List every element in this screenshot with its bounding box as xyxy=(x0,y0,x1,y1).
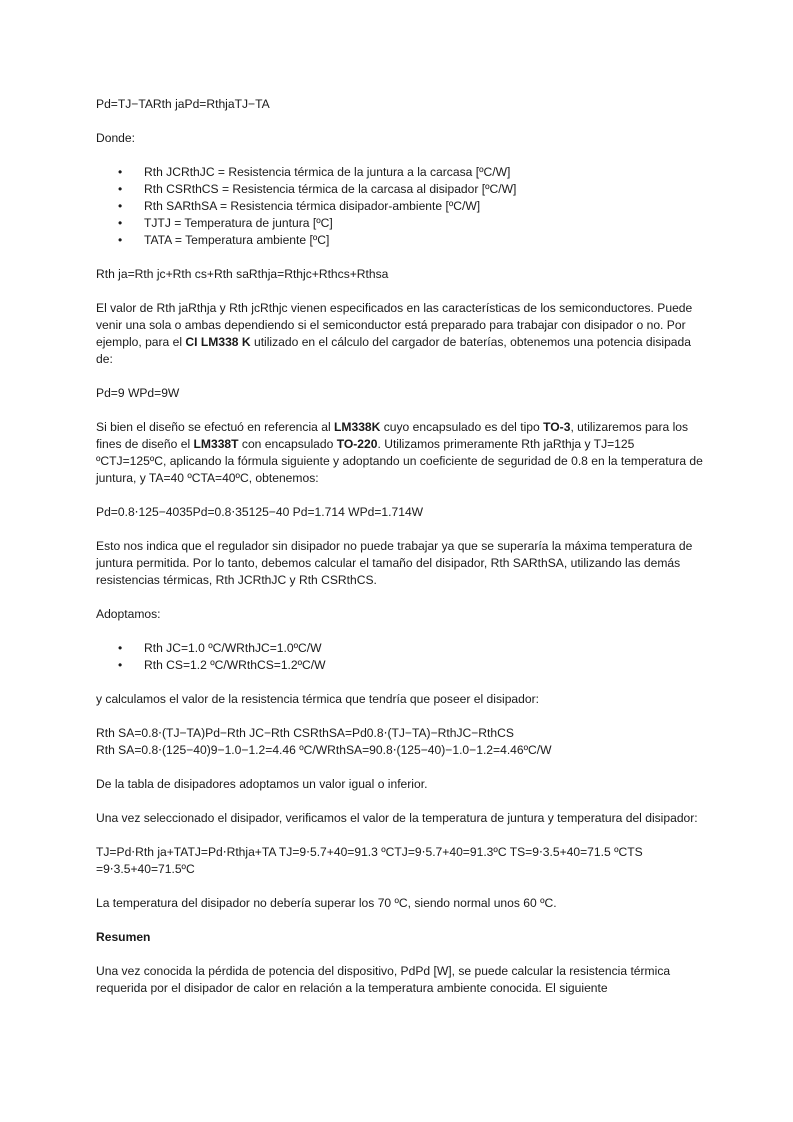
paragraph-heatsink-temp: La temperatura del disipador no debería superar los 70 ºC, siendo normal unos 60 ºC. xyxy=(96,896,557,910)
lm338t-label: LM338T xyxy=(193,437,239,451)
list-item: • Rth JCRthJC = Resistencia térmica de la juntura a la carcasa [ºC/W] xyxy=(144,164,706,181)
formula-rth-ja: Rth ja=Rth jc+Rth cs+Rth saRthja=Rthjc+Rthcs+Rthsa xyxy=(96,267,389,281)
list-item: • Rth CSRthCS = Resistencia térmica de la carcasa al disipador [ºC/W] xyxy=(144,181,706,198)
formula-pd: Pd=TJ−TARth jaPd=RthjaTJ−TA xyxy=(96,97,270,111)
document-body xyxy=(96,96,706,1014)
paragraph-calculate-intro: y calculamos el valor de la resistencia térmica que tendría que poseer el disipador: xyxy=(96,692,539,706)
formula-pd-calc: Pd=0.8⋅125−4035Pd=0.8⋅35125−40 Pd=1.714 WPd=1.714W xyxy=(96,505,424,519)
formula-rth-sa-block xyxy=(96,725,706,759)
paragraph-summary: Una vez conocida la pérdida de potencia del dispositivo, PdPd [W], se puede calcular la resistencia térmica requerida por el disipador de calor en relación a la temperatura ambiente conocida. El siguiente xyxy=(96,964,671,995)
to3-label: TO-3 xyxy=(543,420,571,434)
to220-label: TO-220 xyxy=(336,437,378,451)
ci-lm338k-label: CI LM338 K xyxy=(185,335,251,349)
lm338k-label: LM338K xyxy=(334,420,381,434)
paragraph-design-reference: Si bien el diseño se efectuó en referencia al LM338K cuyo encapsulado es del tipo TO-3, utilizaremos para los fines de diseño el LM338T con encapsulado TO-220. Utilizamos primeramente Rth jaRthja y TJ=125 ºCTJ=125ºC, aplicando la fórmula siguiente y adoptando un coeficiente de seguridad de 0.8 en la temperatura de juntura, y TA=40 ºCTA=40ºC, obtenemos: xyxy=(96,420,703,485)
list-item: • TATA = Temperatura ambiente [ºC] xyxy=(144,232,706,249)
adoptamos-label: Adoptamos: xyxy=(96,607,161,621)
adopted-values-list xyxy=(96,640,706,674)
donde-label: Donde: xyxy=(96,131,135,145)
list-item: • Rth CS=1.2 ºC/WRthCS=1.2ºC/W xyxy=(144,657,706,674)
resistance-definitions-list xyxy=(96,164,706,249)
formula-line: Rth SA=0.8⋅(TJ−TA)Pd−Rth JC−Rth CSRthSA=Pd0.8⋅(TJ−TA)−RthJC−RthCS xyxy=(96,726,514,740)
list-item: • Rth SARthSA = Resistencia térmica disipador-ambiente [ºC/W] xyxy=(144,198,706,215)
paragraph-table-note: De la tabla de disipadores adoptamos un valor igual o inferior. xyxy=(96,777,428,791)
paragraph-verify: Una vez seleccionado el disipador, verificamos el valor de la temperatura de juntura y temperatura del disipador: xyxy=(96,811,698,825)
paragraph-regulator-note: Esto nos indica que el regulador sin disipador no puede trabajar ya que se superaría la máxima temperatura de juntura permitida. Por lo tanto, debemos calcular el tamaño del disipador, Rth SARthSA, utilizando las demás resistencias térmicas, Rth JCRthJC y Rth CSRthCS. xyxy=(96,539,693,587)
list-item: • Rth JC=1.0 ºC/WRthJC=1.0ºC/W xyxy=(144,640,706,657)
formula-tj-ts: TJ=Pd⋅Rth ja+TATJ=Pd⋅Rthja+TA TJ=9⋅5.7+40=91.3 ºCTJ=9⋅5.7+40=91.3ºC TS=9⋅3.5+40=71.5 ºCTS =9⋅3.5+40=71.5ºC xyxy=(96,845,643,876)
list-item: • TJTJ = Temperatura de juntura [ºC] xyxy=(144,215,706,232)
paragraph-semiconductor-values: El valor de Rth jaRthja y Rth jcRthjc vienen especificados en las características de los semiconductores. Puede venir una sola o ambas dependiendo si el semiconductor está preparado para trabajar con disipador o no. Por ejemplo, para el CI LM338 K utilizado en el cálculo del cargador de baterías, obtenemos una potencia disipada de: xyxy=(96,301,693,366)
formula-line: Rth SA=0.8⋅(125−40)9−1.0−1.2=4.46 ºC/WRthSA=90.8⋅(125−40)−1.0−1.2=4.46ºC/W xyxy=(96,743,552,757)
formula-pd-value: Pd=9 WPd=9W xyxy=(96,386,180,400)
section-heading: Resumen xyxy=(96,930,151,944)
